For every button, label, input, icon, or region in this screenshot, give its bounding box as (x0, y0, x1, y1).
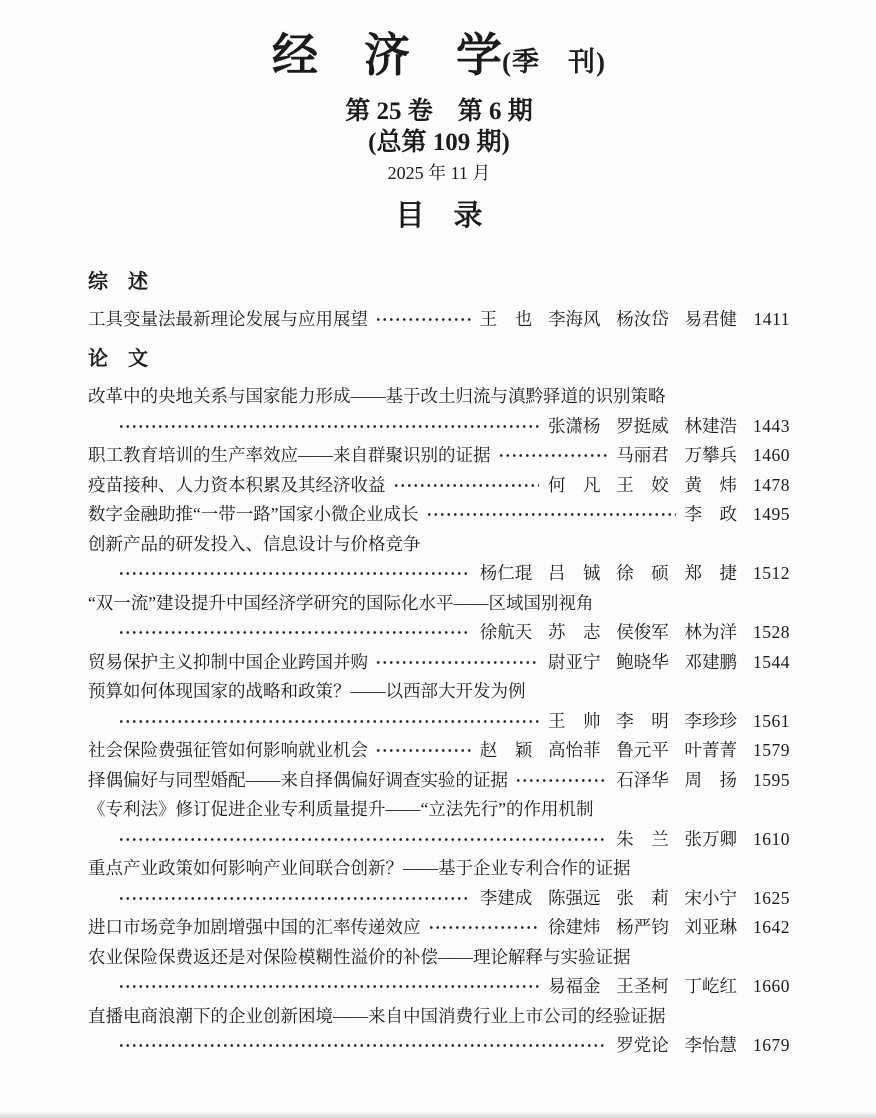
author-name: 罗挺威 (616, 415, 669, 436)
author-name: 林为洋 (684, 622, 737, 643)
article-title: “双一流”建设提升中国经济学研究的国际化水平——区域国别视角 (88, 592, 594, 613)
article-page-number: 1512 (753, 563, 790, 584)
authors-row (88, 884, 790, 914)
article-title: 直播电商浪潮下的企业创新困境——来自中国消费行业上市公司的经验证据 (88, 1005, 666, 1026)
author-name: 丁屹红 (684, 976, 737, 997)
entry-row (88, 471, 790, 501)
publication-date: 2025 年 11 月 (387, 162, 491, 183)
article-page-number: 1443 (753, 415, 790, 436)
article-title: 工具变量法最新理论发展与应用展望 (88, 308, 368, 329)
author-name: 罗党论 (616, 1035, 669, 1056)
toc-entry (88, 441, 790, 471)
title-row (88, 1002, 790, 1032)
journal-subtitle: (季 刊) (502, 47, 606, 77)
author-name: 易君健 (684, 308, 737, 329)
toc-entry (88, 677, 790, 736)
dot-leader (118, 1041, 607, 1050)
article-page-number: 1544 (753, 651, 790, 672)
toc-entry (88, 648, 790, 678)
journal-title (88, 30, 790, 83)
article-authors (480, 305, 737, 335)
author-name: 尉亚宁 (548, 651, 601, 672)
article-authors (548, 648, 737, 678)
article-page-number: 1610 (753, 828, 790, 849)
section-header: 论 文 (88, 348, 148, 371)
author-name: 赵 颖 (479, 740, 533, 761)
author-name: 杨汝岱 (616, 308, 669, 329)
article-page-number: 1625 (753, 887, 790, 908)
author-name: 鲁元平 (616, 740, 669, 761)
entry-row (88, 736, 790, 766)
author-name: 李海风 (548, 308, 601, 329)
article-authors (616, 766, 737, 796)
author-name: 张潇杨 (548, 415, 601, 436)
volume-issue: 第 25 卷 第 6 期 (345, 97, 533, 125)
author-name: 王 也 (479, 308, 533, 329)
author-name: 宋小宁 (684, 887, 737, 908)
author-name: 陈强远 (548, 887, 601, 908)
author-name: 李珍珍 (684, 710, 737, 731)
author-name: 王 姣 (616, 474, 669, 495)
entry-row (88, 766, 790, 796)
section-header: 综 述 (88, 270, 148, 293)
title-row (88, 382, 790, 412)
dot-leader (118, 894, 471, 903)
article-authors (548, 707, 737, 737)
dot-leader (375, 315, 471, 324)
title-row (88, 530, 790, 560)
authors-row (88, 972, 790, 1002)
article-title: 农业保险保费返还是对保险模糊性溢价的补偿——理论解释与实验证据 (88, 946, 631, 967)
author-name: 林建浩 (684, 415, 737, 436)
article-title: 职工教育培训的生产率效应——来自群聚识别的证据 (88, 445, 491, 466)
title-row (88, 677, 790, 707)
entry-row (88, 648, 790, 678)
article-authors (616, 1031, 737, 1061)
dot-leader (375, 658, 539, 667)
article-page-number: 1595 (753, 769, 790, 790)
dot-leader (118, 569, 471, 578)
author-name: 李 政 (684, 504, 737, 525)
dot-leader (428, 923, 540, 932)
author-name: 高怡菲 (548, 740, 601, 761)
entry-row (88, 305, 790, 335)
article-page-number: 1478 (753, 474, 790, 495)
toc-entry (88, 913, 790, 943)
article-authors (480, 884, 737, 914)
author-name: 徐航天 (479, 622, 533, 643)
toc-entry (88, 943, 790, 1002)
author-name: 易福金 (548, 976, 601, 997)
entry-row (88, 913, 790, 943)
toc-list (88, 270, 790, 1061)
dot-leader (118, 717, 539, 726)
journal-header (88, 30, 790, 236)
author-name: 杨严钧 (616, 917, 669, 938)
dot-leader (118, 422, 539, 431)
article-page-number: 1460 (753, 445, 790, 466)
article-page-number: 1679 (753, 1035, 790, 1056)
article-title: 预算如何体现国家的战略和政策？——以西部大开发为例 (88, 681, 526, 702)
title-row (88, 943, 790, 973)
toc-entry (88, 471, 790, 501)
article-title: 择偶偏好与同型婚配——来自择偶偏好调查实验的证据 (88, 769, 508, 790)
authors-row (88, 825, 790, 855)
article-title: 数字金融助推“一带一路”国家小微企业成长 (88, 504, 419, 525)
authors-row (88, 618, 790, 648)
toc-entry (88, 1002, 790, 1061)
author-name: 张 莉 (616, 887, 669, 908)
author-name: 刘亚琳 (684, 917, 737, 938)
article-authors (548, 972, 737, 1002)
author-name: 苏 志 (548, 622, 601, 643)
article-page-number: 1579 (753, 740, 790, 761)
authors-row (88, 559, 790, 589)
article-authors (548, 412, 737, 442)
page-edge-shadow (0, 1111, 876, 1118)
author-name: 朱 兰 (616, 828, 669, 849)
article-page-number: 1660 (753, 976, 790, 997)
author-name: 黄 炜 (684, 474, 737, 495)
toc-entry (88, 854, 790, 913)
dot-leader (118, 628, 471, 637)
toc-entry (88, 530, 790, 589)
toc-entry (88, 500, 790, 530)
toc-entry (88, 736, 790, 766)
author-name: 叶菁菁 (684, 740, 737, 761)
toc-entry (88, 305, 790, 335)
article-page-number: 1411 (753, 308, 790, 329)
article-authors (480, 618, 737, 648)
title-row (88, 854, 790, 884)
dot-leader (118, 982, 539, 991)
dot-leader (498, 451, 608, 460)
author-name: 吕 铖 (548, 563, 601, 584)
total-issue: (总第 109 期) (368, 128, 510, 156)
author-name: 李 明 (616, 710, 669, 731)
article-title: 《专利法》修订促进企业专利质量提升——“立法先行”的作用机制 (88, 799, 594, 820)
author-name: 石泽华 (616, 769, 669, 790)
author-name: 王圣柯 (616, 976, 669, 997)
article-authors (616, 441, 737, 471)
article-page-number: 1528 (753, 622, 790, 643)
author-name: 周 扬 (684, 769, 737, 790)
dot-leader (515, 776, 607, 785)
article-page-number: 1495 (753, 504, 790, 525)
journal-title-text: 经 济 学 (272, 30, 502, 81)
author-name: 邓建鹏 (684, 651, 737, 672)
toc-entry (88, 589, 790, 648)
authors-row (88, 1031, 790, 1061)
article-title: 创新产品的研发投入、信息设计与价格竞争 (88, 533, 421, 554)
dot-leader (375, 746, 471, 755)
article-title: 疫苗接种、人力资本积累及其经济收益 (88, 474, 386, 495)
toc-entry (88, 766, 790, 796)
toc-title: 目 录 (395, 199, 483, 232)
author-name: 郑 捷 (684, 563, 737, 584)
author-name: 鲍晓华 (616, 651, 669, 672)
article-title: 改革中的央地关系与国家能力形成——基于改土归流与滇黔驿道的识别策略 (88, 386, 666, 407)
title-row (88, 589, 790, 619)
author-name: 马丽君 (616, 445, 669, 466)
entry-row (88, 500, 790, 530)
author-name: 张万卿 (684, 828, 737, 849)
article-title: 社会保险费强征管如何影响就业机会 (88, 740, 368, 761)
toc-entry (88, 795, 790, 854)
dot-leader (118, 835, 607, 844)
author-name: 李怡慧 (684, 1035, 737, 1056)
author-name: 何 凡 (548, 474, 601, 495)
article-page-number: 1561 (753, 710, 790, 731)
article-authors (616, 825, 737, 855)
article-authors (480, 736, 737, 766)
article-title: 进口市场竞争加剧增强中国的汇率传递效应 (88, 917, 421, 938)
authors-row (88, 412, 790, 442)
toc-entry (88, 382, 790, 441)
article-authors (548, 913, 737, 943)
title-row (88, 795, 790, 825)
article-page-number: 1642 (753, 917, 790, 938)
article-authors (685, 500, 738, 530)
author-name: 徐建炜 (548, 917, 601, 938)
author-name: 徐 硕 (616, 563, 669, 584)
dot-leader (393, 481, 540, 490)
author-name: 侯俊军 (616, 622, 669, 643)
article-authors (480, 559, 737, 589)
author-name: 王 帅 (548, 710, 601, 731)
article-authors (548, 471, 737, 501)
article-title: 贸易保护主义抑制中国企业跨国并购 (88, 651, 368, 672)
authors-row (88, 707, 790, 737)
author-name: 李建成 (479, 887, 533, 908)
article-title: 重点产业政策如何影响产业间联合创新？——基于企业专利合作的证据 (88, 858, 631, 879)
entry-row (88, 441, 790, 471)
dot-leader (426, 510, 676, 519)
author-name: 杨仁琨 (479, 563, 533, 584)
author-name: 万攀兵 (684, 445, 737, 466)
